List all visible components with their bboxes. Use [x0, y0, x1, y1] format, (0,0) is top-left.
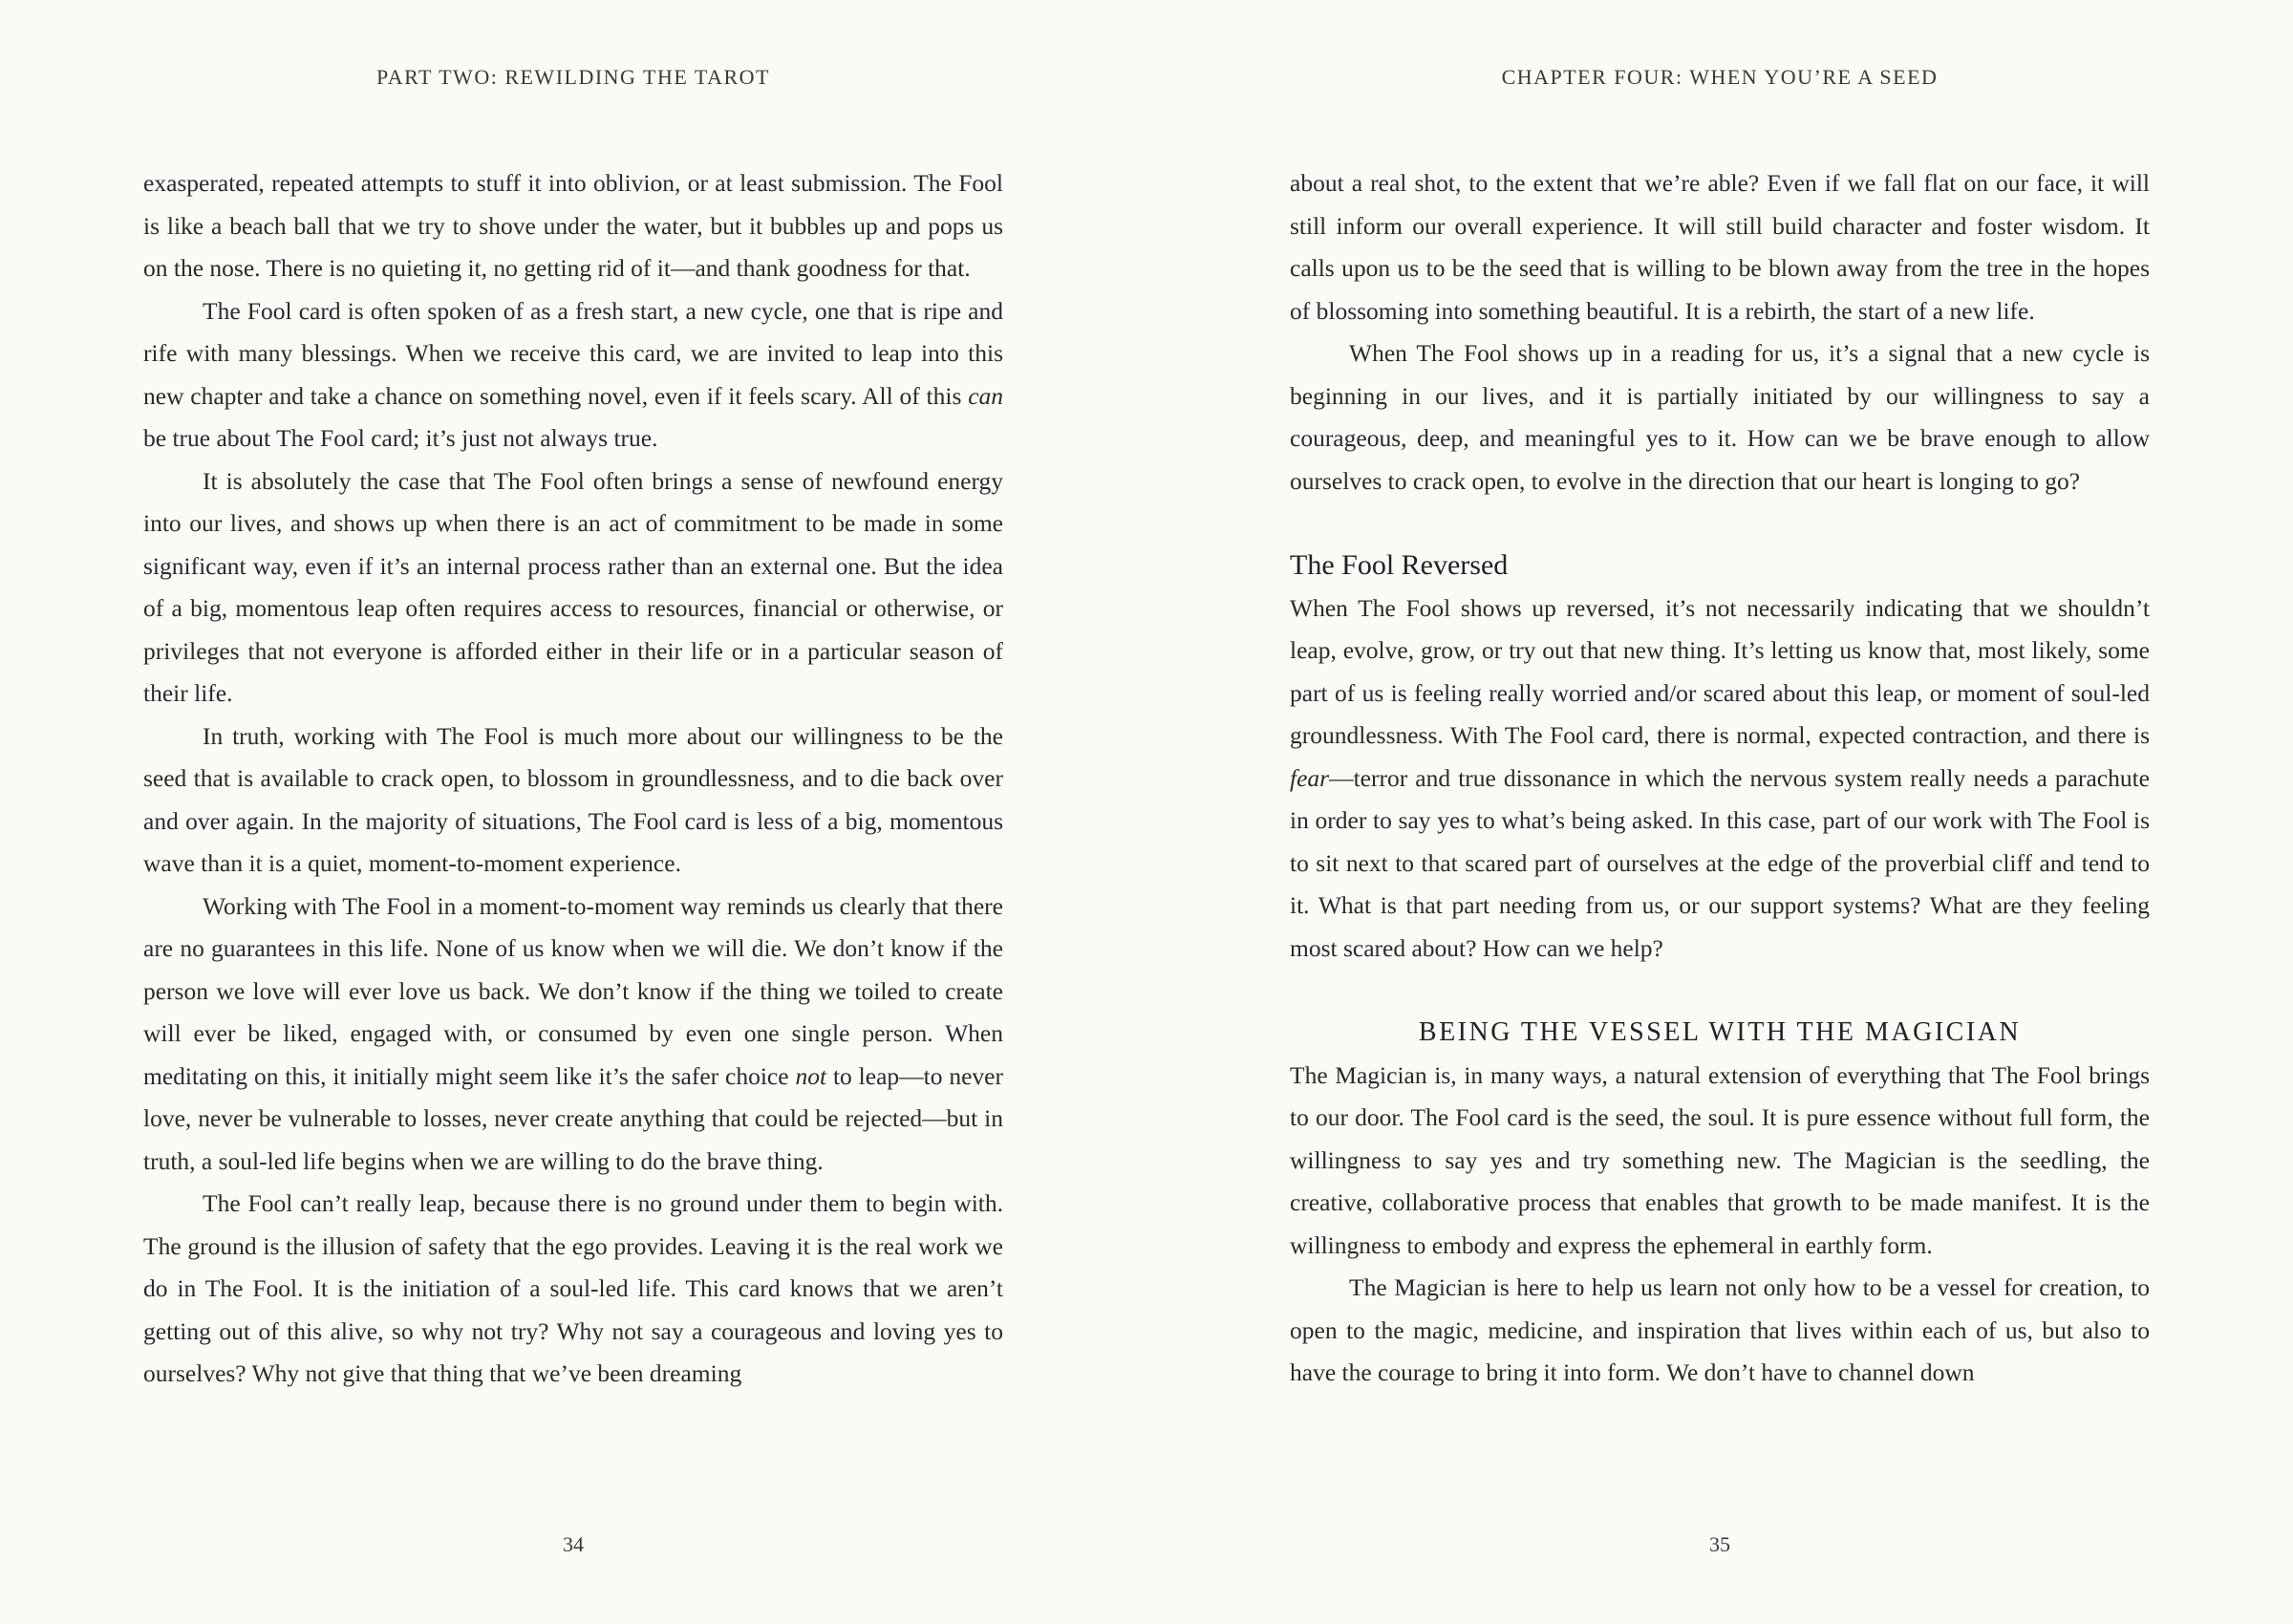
page-number: 35 [1709, 1532, 1730, 1556]
paragraph: The Fool can’t really leap, because there is no ground under them to begin with. The ground is the illusion of safety that the ego provides. Leaving it is the real work we do in The Fool. It is the initiation of a soul-led life. This card knows that we aren’t getting out of this alive, so why not try? Why not say a courageous and loving yes to ourselves? Why not give that thing that we’ve been dreaming [143, 1189, 1003, 1387]
paragraph: Working with The Fool in a moment-to-moment way reminds us clearly that there are no guarantees in this life. None of us know when we will die. We don’t know if the person we love will ever love us back. We don’t know if the thing we toiled to create will ever be liked, engaged with, or consumed by even one single person. When meditating on this, it initially might seem like it’s the safer choice not to leap—to never love, never be vulnerable to losses, never create anything that could be rejected—but in truth, a soul-led life begins when we are willing to do the brave thing. [143, 891, 1003, 1175]
left-page [0, 0, 1146, 1624]
right-page [1146, 0, 2293, 1624]
paragraph: When The Fool shows up reversed, it’s not necessarily indicating that we shouldn’t leap, evolve, grow, or try out that new thing. It’s letting us know that, most likely, some part of us is feeling really worried and/or scared about this leap, or moment of soul-led groundlessness. With The Fool card, there is normal, expected contraction, and there is fear—terror and true dissonance in which the nervous system really needs a parachute in order to say yes to what’s being asked. In this case, part of our work with The Fool is to sit next to that scared part of ourselves at the edge of the proverbial cliff and tend to it. What is that part needing from us, or our support systems? What are they feeling most scared about? How can we help? [1290, 593, 2150, 962]
paragraph: exasperated, repeated attempts to stuff it into oblivion, or at least submission. The Fool is like a beach ball that we try to shove under the water, but it bubbles up and pops us on the nose. There is no quieting it, no getting rid of it—and thank goodness for that. [143, 169, 1003, 282]
paragraph: about a real shot, to the extent that we’re able? Even if we fall flat on our face, it will still inform our overall experience. It will still build character and foster wisdom. It calls upon us to be the seed that is willing to be blown away from the tree in the hopes of blossoming into something beautiful. It is a rebirth, the start of a new life. [1290, 169, 2150, 325]
paragraph: When The Fool shows up in a reading for us, it’s a signal that a new cycle is beginning in our lives, and it is partially initiated by our willingness to say a courageous, deep, and meaningful yes to it. How can we be brave enough to allow ourselves to crack open, to evolve in the direction that our heart is longing to go? [1290, 339, 2150, 495]
page-number: 34 [563, 1532, 584, 1556]
running-head: PART TWO: REWILDING THE TAROT [376, 65, 770, 89]
section-heading: BEING THE VESSEL WITH THE MAGICIAN [1418, 1017, 2022, 1047]
paragraph: The Magician is here to help us learn not only how to be a vessel for creation, to open to the magic, medicine, and inspiration that lives within each of us, but also to have the courage to bring it into form. We don’t have to channel down [1290, 1273, 2150, 1386]
paragraph: It is absolutely the case that The Fool often brings a sense of newfound energy into our lives, and shows up when there is an act of commitment to be made in some significant way, even if it’s an internal process rather than an external one. But the idea of a big, momentous leap often requires access to resources, financial or otherwise, or privileges that not everyone is afforded either in their life or in a particular season of their life. [143, 466, 1003, 707]
paragraph: In truth, working with The Fool is much more about our willingness to be the seed that is available to crack open, to blossom in groundlessness, and to die back over and over again. In the majority of situations, The Fool card is less of a big, momentous wave than it is a quiet, moment-to-moment experience. [143, 721, 1003, 877]
running-head: CHAPTER FOUR: WHEN YOU’RE A SEED [1501, 65, 1939, 89]
paragraph: The Magician is, in many ways, a natural extension of everything that The Fool brings to our door. The Fool card is the seed, the soul. It is pure essence without full form, the willingness to say yes and try something new. The Magician is the seedling, the creative, collaborative process that enables that growth to be made manifest. It is the willingness to embody and express the ephemeral in earthly form. [1290, 1060, 2150, 1259]
body-text [1290, 162, 2150, 1395]
body-text [143, 162, 1003, 1396]
paragraph: The Fool card is often spoken of as a fresh start, a new cycle, one that is ripe and rife with many blessings. When we receive this card, we are invited to leap into this new chapter and take a chance on something novel, even if it feels scary. All of this can be true about The Fool card; it’s just not always true. [143, 296, 1004, 452]
subheading: The Fool Reversed [1290, 549, 1509, 581]
